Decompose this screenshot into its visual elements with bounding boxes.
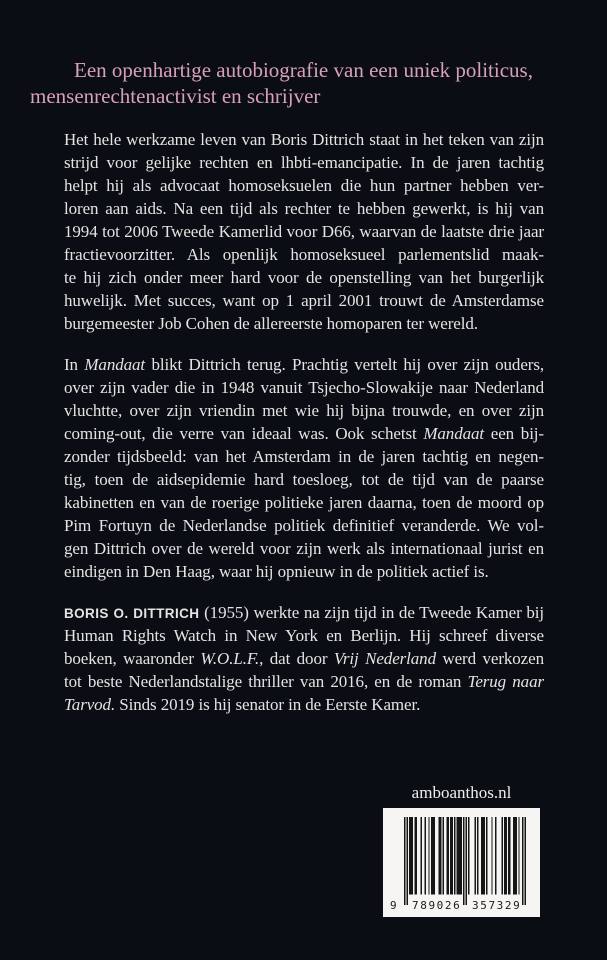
text-line: eindigen in Den Haag, waar hij opnieuw in de politiek actief is. bbox=[64, 562, 489, 581]
text-line: vluchtte, over zijn vriendin met wie hij bijna trouwde, en over zijn bbox=[64, 401, 544, 420]
text-line: helpt hij als advocaat homoseksuelen die hun partner hebben ver- bbox=[64, 176, 544, 195]
text-line: boeken, waaronder W.O.L.F., dat door Vrij Nederland werd verkozen bbox=[64, 649, 544, 668]
isbn-right-group: 357329 bbox=[472, 899, 522, 912]
isbn-left-group: 789026 bbox=[412, 899, 462, 912]
text-line: coming-out, die verre van ideaal was. Ook schetst Mandaat een bij- bbox=[64, 424, 544, 443]
text-line: strijd voor gelijke rechten en lhbti-emancipatie. In de jaren tachtig bbox=[64, 153, 544, 172]
text-line: loren aan aids. Na een tijd als rechter te hebben gewerkt, is hij van bbox=[64, 199, 544, 218]
ean-barcode bbox=[383, 808, 540, 917]
text-line: In Mandaat blikt Dittrich terug. Prachtig vertelt hij over zijn ouders, bbox=[64, 355, 544, 374]
text-line: Het hele werkzame leven van Boris Dittrich staat in het teken van zijn bbox=[64, 130, 544, 149]
text-line: fractievoorzitter. Als openlijk homoseksueel parlementslid maak- bbox=[64, 245, 544, 264]
blurb-paragraph-2 bbox=[64, 353, 544, 583]
isbn-check-digit: 9 bbox=[390, 899, 399, 912]
text-line: over zijn vader die in 1948 vanuit Tsjecho-Slowakije naar Nederland bbox=[64, 378, 544, 397]
text-line: gen Dittrich over de wereld voor zijn werk als internationaal jurist en bbox=[64, 539, 544, 558]
text-line: Tarvod. Sinds 2019 is hij senator in de Eerste Kamer. bbox=[64, 695, 421, 714]
ean-barcode-bars bbox=[404, 817, 526, 905]
author-bio-paragraph bbox=[64, 601, 544, 716]
text-line: 1994 tot 2006 Tweede Kamerlid voor D66, waarvan de laatste drie jaar bbox=[64, 222, 544, 241]
tagline bbox=[30, 57, 577, 109]
text-line: Pim Fortuyn de Nederlandse politiek definitief veranderde. We vol- bbox=[64, 516, 544, 535]
blurb-paragraph-1 bbox=[64, 128, 544, 335]
text-line: tig, toen de aidsepidemie hard toesloeg, tot de tijd van de paarse bbox=[64, 470, 544, 489]
text-line: BORIS O. DITTRICH (1955) werkte na zijn tijd in de Tweede Kamer bij bbox=[64, 603, 544, 622]
text-line: mensenrechtenactivist en schrijver bbox=[30, 84, 321, 108]
text-line: zonder tijdsbeeld: van het Amsterdam in de jaren tachtig en negen- bbox=[64, 447, 544, 466]
text-line: huwelijk. Met succes, want op 1 april 2001 trouwt de Amsterdamse bbox=[64, 291, 544, 310]
isbn-digits bbox=[383, 899, 540, 913]
text-line: Human Rights Watch in New York en Berlijn. Hij schreef diverse bbox=[64, 626, 544, 645]
text-line: burgemeester Job Cohen de allereerste homoparen ter wereld. bbox=[64, 314, 478, 333]
text-line: tot beste Nederlandstalige thriller van 2016, en de roman Terug naar bbox=[64, 672, 544, 691]
text-line: te hij zich onder meer hard voor de openstelling van het burgerlijk bbox=[64, 268, 544, 287]
publisher-website: amboanthos.nl bbox=[411, 783, 512, 802]
back-cover-text bbox=[64, 128, 544, 716]
text-line: Een openhartige autobiografie van een uniek politicus, bbox=[74, 58, 533, 82]
text-line: kabinetten en van de roerige politieke jaren daarna, toen de moord op bbox=[64, 493, 544, 512]
